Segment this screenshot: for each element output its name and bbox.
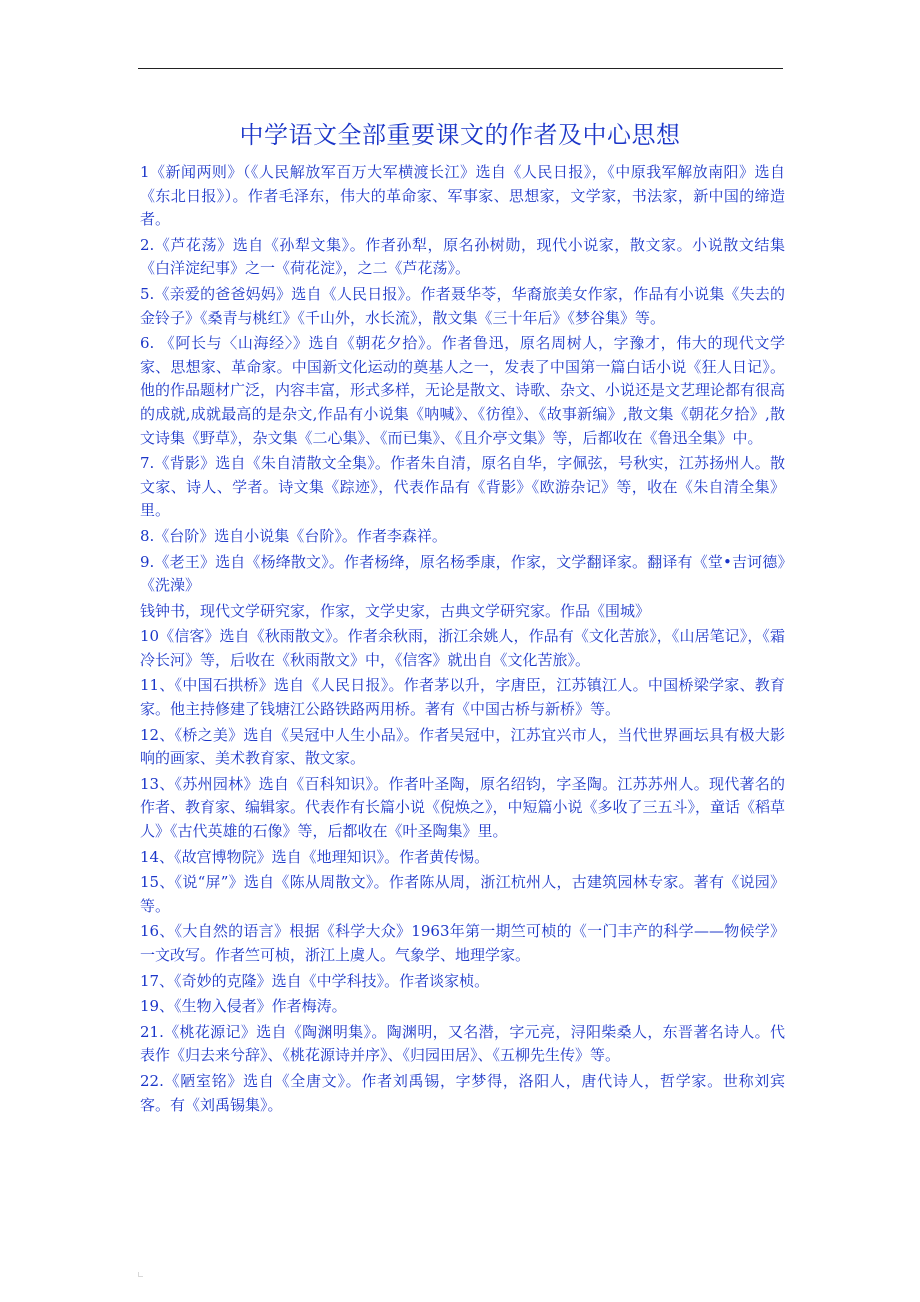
document-body (140, 161, 785, 1119)
page-corner-mark (138, 1272, 143, 1277)
header-rule (138, 68, 783, 69)
entry-paragraph-10: 10《信客》选自《秋雨散文》。作者余秋雨，浙江余姚人，作品有《文化苦旅》，《山居笔记》，《霜冷长河》等，后收在《秋雨散文》中，《信客》就出自《文化苦旅》。 (140, 627, 785, 669)
document-title: 中学语文全部重要课文的作者及中心思想 (239, 121, 681, 149)
entry-paragraph-11: 11、《中国石拱桥》选自《人民日报》。作者茅以升，字唐臣，江苏镇江人。中国桥梁学家、教育家。他主持修建了钱塘江公路铁路两用桥。著有《中国古桥与新桥》等。 (140, 676, 785, 719)
entry-paragraph-8: 8.《台阶》选自小说集《台阶》。作者李森祥。 (140, 526, 447, 545)
entry-paragraph-12: 12、《桥之美》选自《吴冠中人生小品》。作者吴冠中，江苏宜兴市人，当代世界画坛具有极大影响的画家、美术教育家、散文家。 (140, 725, 785, 768)
entry-paragraph-14: 14、《故宫博物院》选自《地理知识》。作者黄传惕。 (140, 847, 490, 866)
entry-paragraph-15: 15、《说“屏”》选自《陈从周散文》。作者陈从周，浙江杭州人，古建筑园林专家。著有《说园》等。 (140, 873, 785, 915)
entry-paragraph-17: 17、《奇妙的克隆》选自《中学科技》。作者谈家桢。 (140, 971, 490, 990)
entry-paragraph-21: 21.《桃花源记》选自《陶渊明集》。陶渊明，又名潜，字元亮，浔阳柴桑人，东晋著名诗人。代表作《归去来兮辞》、《桃花源诗并序》、《归园田居》、《五柳先生传》等。 (140, 1022, 785, 1065)
entry-paragraph-19: 19、《生物入侵者》作者梅涛。 (140, 997, 347, 1016)
entry-paragraph-6: 6. 《阿长与〈山海经〉》选自《朝花夕拾》。作者鲁迅，原名周树人，字豫才，伟大的现代文学家、思想家、革命家。中国新文化运动的奠基人之一，发表了中国第一篇白话小说《狂人日记》。他的作品题材广泛，内容丰富，形式多样，无论是散文、诗歌、杂文、小说还是文艺理论都有很高的成就,成就最高的是杂文,作品有小说集《呐喊》、《彷徨》、《故事新编》,散文集《朝花夕拾》,散文诗集《野草》，杂文集《二心集》、《而已集》、《且介亭文集》等，后都收在《鲁迅全集》中。 (140, 334, 786, 447)
entry-paragraph-2: 2.《芦花荡》选自《孙犁文集》。作者孙犁，原名孙树勋，现代小说家，散文家。小说散文结集《白洋淀纪事》之一《荷花淀》，之二《芦花荡》。 (140, 235, 785, 278)
entry-paragraph-13: 13、《苏州园林》选自《百科知识》。作者叶圣陶，原名绍钧，字圣陶。江苏苏州人。现代著名的作者、教育家、编辑家。代表作有长篇小说《倪焕之》，中短篇小说《多收了三五斗》，童话《稻草人》《古代英雄的石像》等，后都收在《叶圣陶集》里。 (140, 774, 786, 841)
entry-paragraph-22: 22.《陋室铭》选自《全唐文》。作者刘禹锡，字梦得，洛阳人，唐代诗人，哲学家。世称刘宾客。有《刘禹锡集》。 (140, 1071, 785, 1114)
entry-paragraph-9: 9.《老王》选自《杨绛散文》。作者杨绛，原名杨季康，作家，文学翻译家。翻译有《堂•吉诃德》《洗澡》 (140, 552, 785, 595)
entry-paragraph-16: 16、《大自然的语言》根据《科学大众》1963年第一期竺可桢的《一门丰产的科学——物候学》一文改写。作者竺可桢，浙江上虞人。气象学、地理学家。 (140, 922, 785, 964)
entry-paragraph-5: 5.《亲爱的爸爸妈妈》选自《人民日报》。作者聂华苓，华裔旅美女作家，作品有小说集《失去的金铃子》《桑青与桃红》《千山外，水长流》，散文集《三十年后》《梦谷集》等。 (140, 284, 785, 327)
entry-paragraph-7: 7.《背影》选自《朱自清散文全集》。作者朱自清，原名自华，字佩弦，号秋实，江苏扬州人。散文家、诗人、学者。诗文集《踪迹》，代表作品有《背影》《欧游杂记》等，收在《朱自清全集》里。 (140, 454, 785, 520)
entry-paragraph-9-note: 钱钟书，现代文学研究家，作家，文学史家，古典文学研究家。作品《围城》 (140, 601, 651, 620)
entry-paragraph-1: 1《新闻两则》（《人民解放军百万大军横渡长江》选自《人民日报》，《中原我军解放南阳》选自《东北日报》）。作者毛泽东，伟大的革命家、军事家、思想家，文学家，书法家，新中国的缔造者。 (140, 163, 785, 229)
